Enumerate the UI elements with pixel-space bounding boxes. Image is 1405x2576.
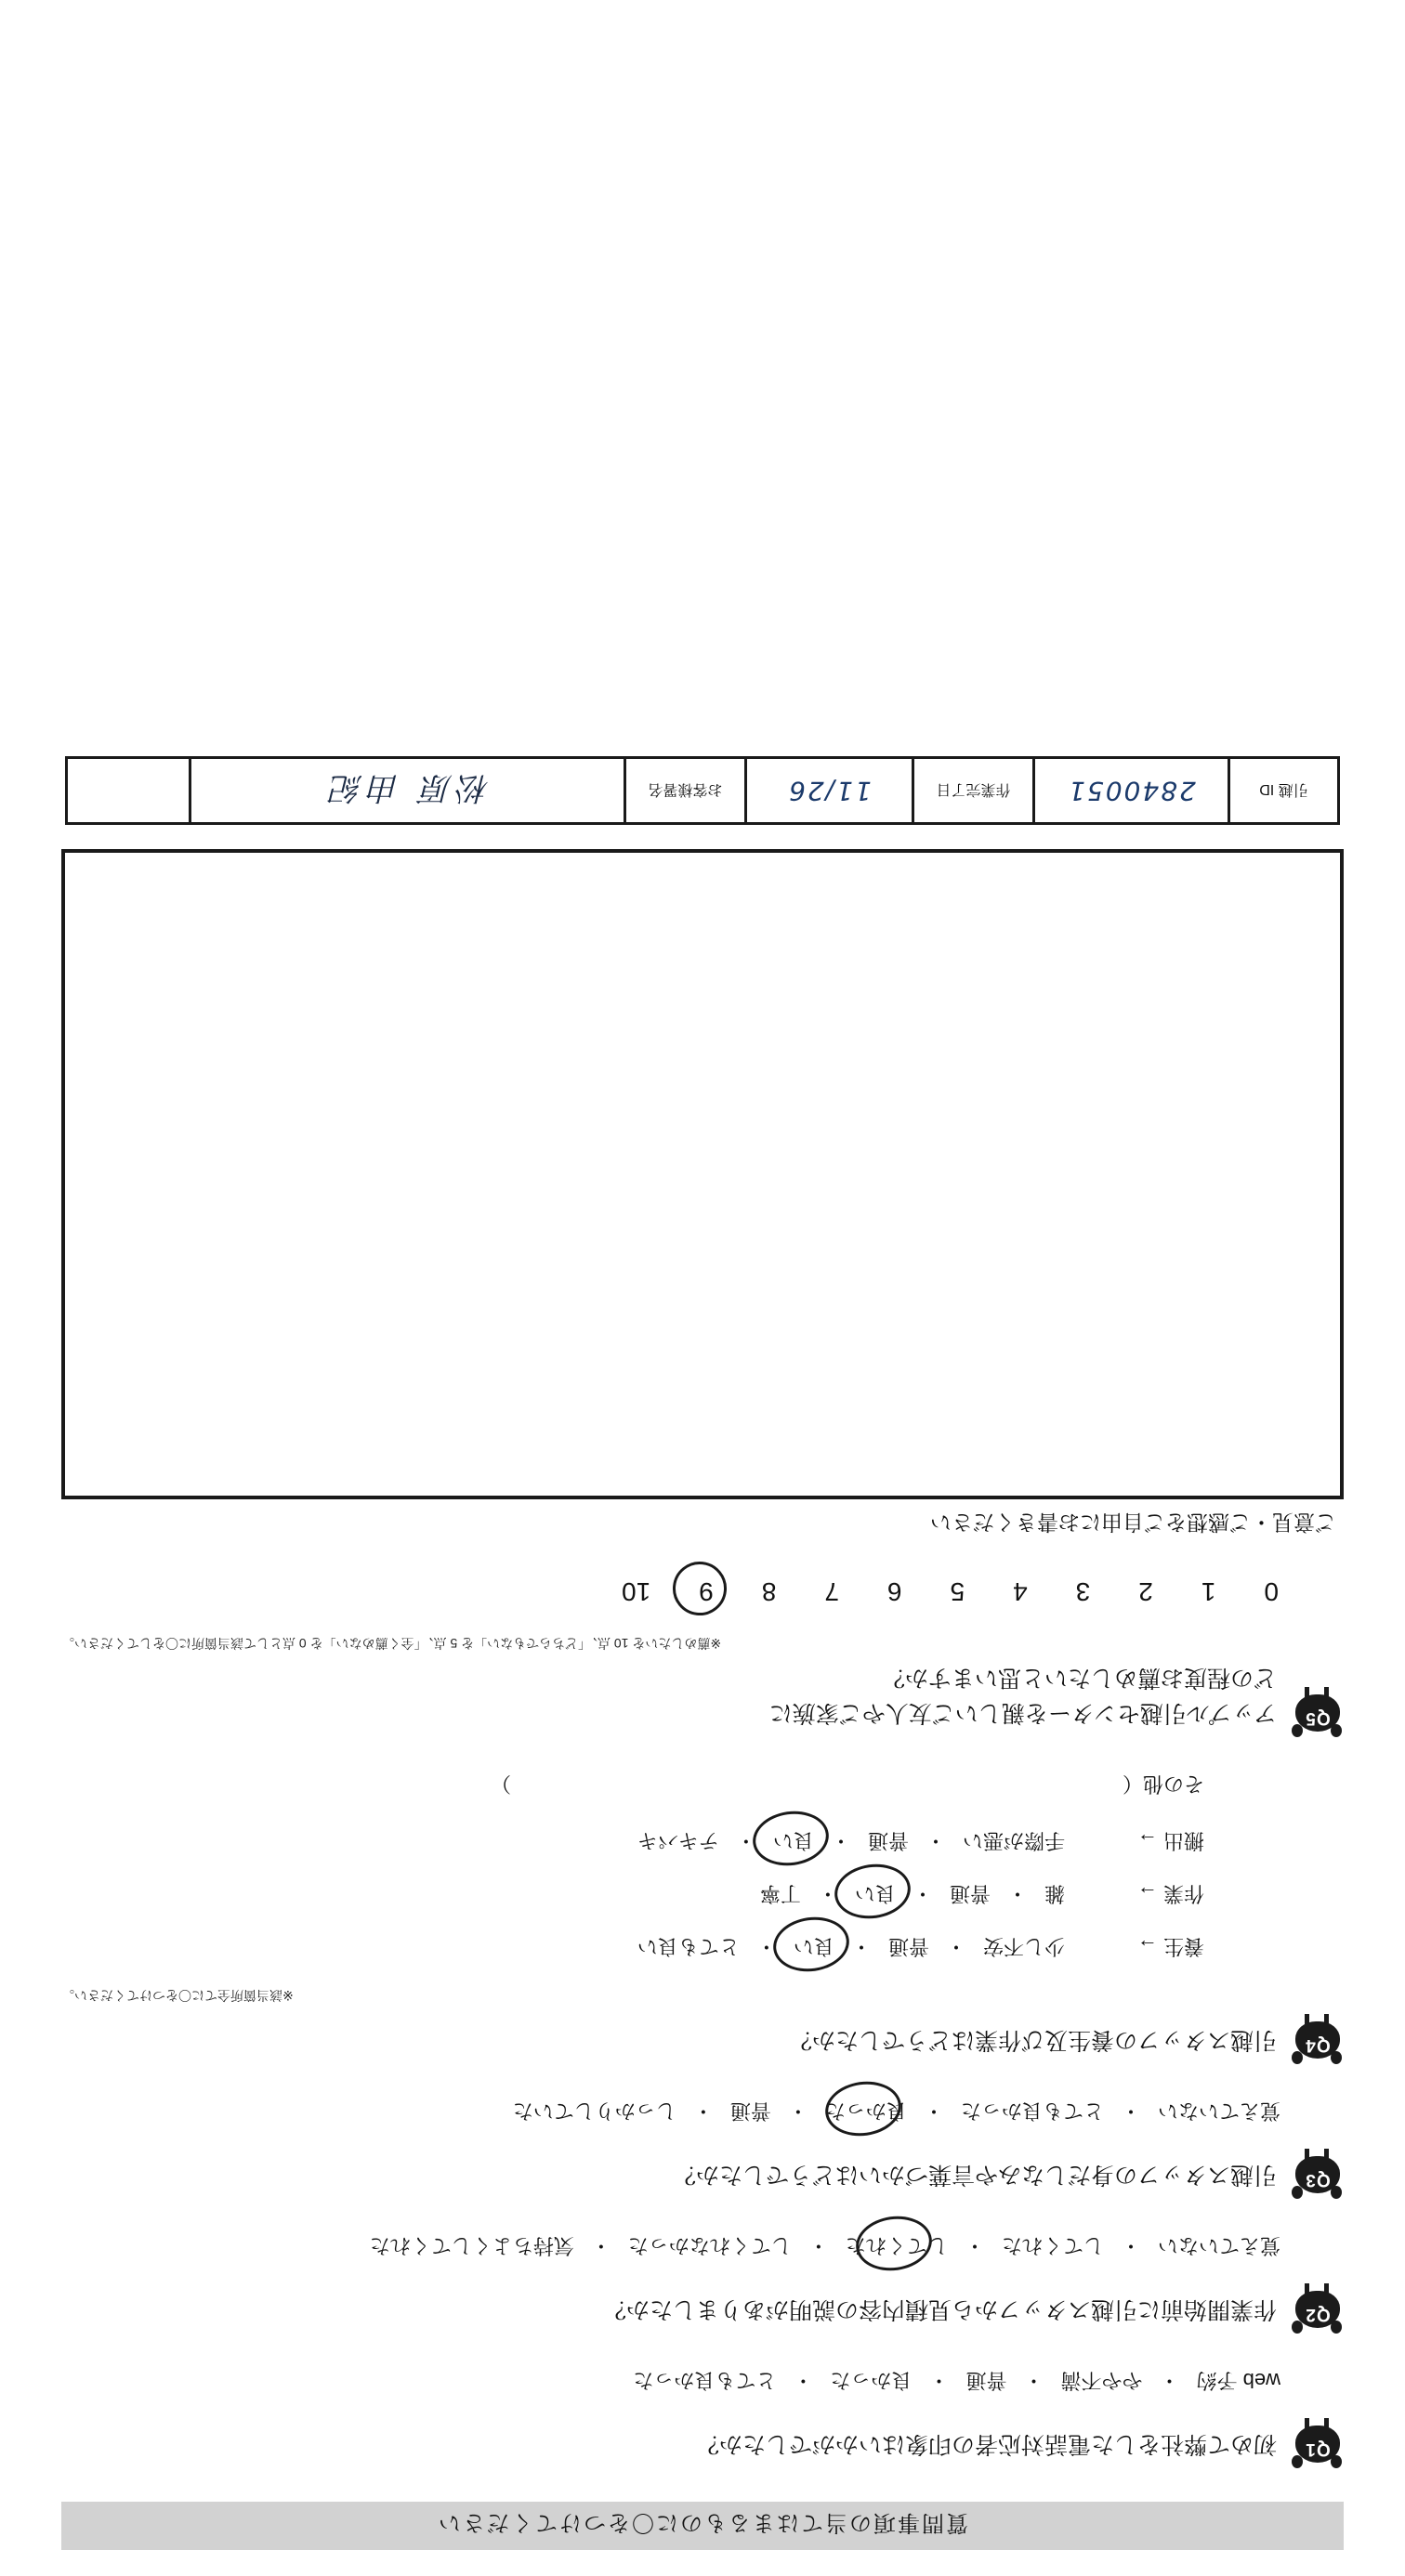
option-q2-2-selected[interactable]: してくれた bbox=[846, 2232, 948, 2261]
option-separator: ・ bbox=[692, 2099, 714, 2123]
options-q3[interactable] bbox=[61, 2098, 1344, 2126]
option-q4-0-1[interactable]: 普通 bbox=[887, 1935, 929, 1958]
question-number-q3: Q3 bbox=[1305, 2170, 1331, 2190]
option-separator: ・ bbox=[735, 1829, 756, 1852]
option-q3-3[interactable]: 普通 bbox=[729, 2099, 771, 2123]
option-q2-3[interactable]: してくれなかった bbox=[627, 2234, 792, 2257]
subrow-q4-2[interactable] bbox=[61, 1827, 1344, 1856]
scale-value-7[interactable]: 7 bbox=[824, 1577, 839, 1607]
options-q1[interactable] bbox=[61, 2367, 1344, 2396]
scale-value-8[interactable]: 8 bbox=[761, 1577, 777, 1607]
question-block-q3 bbox=[61, 2098, 1344, 2201]
question-text-q3: 引越スタッフの身だしなみや言葉づかいはどうでしたか？ bbox=[672, 2162, 1277, 2188]
option-q4-0-0[interactable]: 少し不安 bbox=[982, 1935, 1065, 1958]
subrow-label-q4-0: 養生 → bbox=[1136, 1935, 1204, 1958]
option-separator: ・ bbox=[850, 1935, 872, 1958]
option-q4-2-0[interactable]: 手際が悪い bbox=[962, 1829, 1065, 1852]
option-separator: ・ bbox=[1120, 2234, 1141, 2257]
other-row-q4[interactable] bbox=[61, 1771, 1344, 1799]
option-separator: ・ bbox=[945, 1935, 966, 1958]
option-q2-0[interactable]: 覚えていない bbox=[1157, 2234, 1280, 2257]
footer-info-strip bbox=[65, 757, 1340, 826]
question-marker-icon bbox=[1290, 2416, 1344, 2470]
scale-value-4[interactable]: 4 bbox=[1013, 1577, 1028, 1607]
instruction-banner bbox=[61, 2502, 1344, 2550]
options-q2[interactable] bbox=[61, 2232, 1344, 2261]
other-close-q4: ） bbox=[490, 1772, 511, 1796]
option-q4-1-1[interactable]: 普通 bbox=[949, 1882, 991, 1905]
option-q1-0[interactable]: web 予約 bbox=[1196, 2369, 1280, 2392]
subrow-q4-1[interactable] bbox=[61, 1880, 1344, 1909]
question-marker-icon bbox=[1290, 2282, 1344, 2335]
option-q3-1[interactable]: とても良かった bbox=[960, 2099, 1104, 2123]
question-marker-icon bbox=[1290, 1685, 1344, 1739]
option-separator: ・ bbox=[793, 2369, 814, 2392]
option-q4-2-2-selected[interactable]: 良い bbox=[773, 1827, 814, 1856]
scale-value-5[interactable]: 5 bbox=[950, 1577, 965, 1607]
question-block-q4 bbox=[61, 1771, 1344, 2066]
option-separator: ・ bbox=[808, 2234, 829, 2257]
option-q3-2-selected[interactable]: 良かった bbox=[825, 2098, 907, 2126]
option-separator: ・ bbox=[590, 2234, 611, 2257]
option-q2-1[interactable]: してくれた bbox=[1001, 2234, 1104, 2257]
option-separator: ・ bbox=[817, 1882, 838, 1905]
option-separator: ・ bbox=[1006, 1882, 1028, 1905]
nps-scale-q5[interactable] bbox=[61, 1577, 1344, 1607]
signature-value[interactable]: 松原 由紀 bbox=[189, 760, 624, 823]
question-note-q4: ※該当箇所全てに〇をつけてください。 bbox=[61, 1988, 294, 2003]
question-marker-icon bbox=[1290, 2012, 1344, 2066]
option-q4-0-3[interactable]: とても良い bbox=[637, 1935, 740, 1958]
move-id-label: 引越 ID bbox=[1228, 760, 1337, 823]
scale-value-9-selected[interactable]: 9 bbox=[699, 1577, 714, 1607]
option-q4-1-2-selected[interactable]: 良い bbox=[855, 1880, 896, 1909]
question-block-q5 bbox=[61, 1577, 1344, 1740]
option-q2-4[interactable]: 気持ちよくしてくれた bbox=[369, 2234, 574, 2257]
option-separator: ・ bbox=[923, 2099, 944, 2123]
question-text-q2: 作業開始前に引越スタッフから見積内容の説明がありましたか？ bbox=[602, 2296, 1277, 2322]
option-q1-4[interactable]: とても良かった bbox=[633, 2369, 777, 2392]
option-separator: ・ bbox=[1120, 2099, 1141, 2123]
scale-value-3[interactable]: 3 bbox=[1075, 1577, 1091, 1607]
scale-value-6[interactable]: 6 bbox=[886, 1577, 902, 1607]
option-separator: ・ bbox=[928, 2369, 950, 2392]
question-block-q1 bbox=[61, 2367, 1344, 2470]
option-separator: ・ bbox=[1023, 2369, 1044, 2392]
subrow-label-q4-1: 作業 → bbox=[1136, 1882, 1204, 1905]
scale-value-2[interactable]: 2 bbox=[1138, 1577, 1153, 1607]
scale-value-1[interactable]: 1 bbox=[1201, 1577, 1216, 1607]
option-separator: ・ bbox=[925, 1829, 946, 1852]
option-q1-3[interactable]: 良かった bbox=[830, 2369, 913, 2392]
question-number-q2: Q2 bbox=[1305, 2305, 1331, 2324]
completion-date-label: 作業完了日 bbox=[912, 760, 1032, 823]
move-id-value[interactable]: 2840051 bbox=[1032, 760, 1228, 823]
option-q3-4[interactable]: しっかりしていた bbox=[512, 2099, 676, 2123]
question-number-q1: Q1 bbox=[1305, 2439, 1331, 2459]
option-q4-1-0[interactable]: 雑 bbox=[1044, 1882, 1065, 1905]
option-q1-1[interactable]: やや不満 bbox=[1060, 2369, 1143, 2392]
question-note-q5: ※薦めしたいを 10 点、「どちらでもない」を 5 点、「全く薦めない」を 0 点として該当箇所に〇をしてください。 bbox=[61, 1636, 722, 1652]
option-q4-2-1[interactable]: 普通 bbox=[867, 1829, 909, 1852]
option-separator: ・ bbox=[1159, 2369, 1180, 2392]
comment-section bbox=[61, 850, 1344, 1540]
option-q1-2[interactable]: 普通 bbox=[965, 2369, 1007, 2392]
option-q4-2-3[interactable]: テキパキ bbox=[637, 1829, 719, 1852]
comment-label: ご意見・ご感想をご自由にお書きください bbox=[930, 1510, 1336, 1536]
comment-input-box[interactable] bbox=[61, 850, 1344, 1500]
question-text-q4: 引越スタッフの養生及び作業はどうでしたか？ bbox=[788, 2027, 1277, 2053]
signature-label: お客様署名 bbox=[624, 760, 744, 823]
other-label-q4: その他（ bbox=[1122, 1772, 1204, 1796]
completion-date-value[interactable]: 11/26 bbox=[744, 760, 912, 823]
option-separator: ・ bbox=[787, 2099, 808, 2123]
question-marker-icon bbox=[1290, 2147, 1344, 2201]
option-separator: ・ bbox=[830, 1829, 851, 1852]
instruction-text: 質問事項の当てはまるものに〇をつけてください bbox=[437, 2510, 968, 2536]
scale-value-0[interactable]: 0 bbox=[1264, 1577, 1279, 1607]
question-number-q5: Q5 bbox=[1305, 1708, 1331, 1728]
question-block-q2 bbox=[61, 2232, 1344, 2335]
option-separator: ・ bbox=[912, 1882, 933, 1905]
option-q3-0[interactable]: 覚えていない bbox=[1157, 2099, 1280, 2123]
subrow-label-q4-2: 搬出 → bbox=[1136, 1829, 1204, 1852]
question-text-q1: 初めて弊社をした電話対応者の印象はいかがでしたか？ bbox=[695, 2431, 1277, 2457]
subrow-q4-0[interactable] bbox=[61, 1933, 1344, 1962]
option-q4-0-2-selected[interactable]: 良い bbox=[794, 1933, 834, 1962]
question-number-q4: Q4 bbox=[1305, 2035, 1331, 2055]
footer-blank-cell bbox=[68, 760, 189, 823]
option-q4-1-3[interactable]: 丁寧 bbox=[759, 1882, 801, 1905]
question-text-q5-line2: どの程度お薦めしたいと思いますか？ bbox=[881, 1664, 1277, 1691]
option-separator: ・ bbox=[964, 2234, 985, 2257]
scale-value-10[interactable]: 10 bbox=[622, 1577, 651, 1607]
question-text-q5-line1: アップル引越センターを親しいご友人やご家族に bbox=[768, 1700, 1277, 1726]
option-separator: ・ bbox=[755, 1935, 777, 1958]
